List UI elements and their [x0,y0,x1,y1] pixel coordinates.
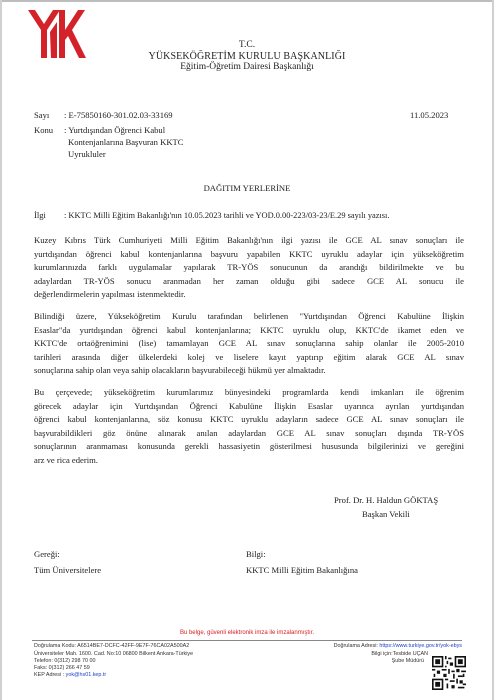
paragraph-line: Bu çerçevede; yükseköğretim kurumlarımız bünyesindeki programlarda kendi imkanları ile öğrenim [34,387,464,397]
konu-label: Konu [34,125,54,135]
paragraph-line: KKTC'de ortaöğrenimini (lise) tamamlayan GCE AL sınav sonuçlarına sahip olanlar ile 2005-2010 [34,338,464,349]
paragraph-line: tarihleri arasında diğer ülkelerdeki kolej ve liselere kayıt yaptırıp eğitim alarak GCE AL sınav [34,351,464,362]
paragraph-line: değerlendirmelerin yapılması istenmektedir. [34,289,186,300]
paragraph-line: yurtdışından öğrenci kabul kontenjanlarına başvuru yapabilen KKTC uyruklu adaylar için yükseköğretim [34,248,464,259]
geregi-label: Gereği: [34,549,60,559]
bilgi-label: Bilgi: [246,549,266,559]
paragraph-line: görecek adaylar için Yurtdışından Öğrenci Kabulüne İlişkin Esaslar uyarınca ayrılan yurtdışından [34,400,464,411]
paragraph-3 [34,386,464,468]
qr-code-icon [432,656,466,690]
paragraph-line: Kuzey Kıbrıs Türk Cumhuriyeti Milli Eğitim Bakanlığı'nın ilgi yazısı ile GCE AL sınav sonuçları ile [34,235,464,245]
verification-address-label: Doğrulama Adresi: [333,643,378,649]
footer-divider [32,640,462,641]
footer-phone: Telefon: 0(312) 298 70 00 [34,658,96,664]
paragraph-1 [34,234,464,302]
document-date: 11.05.2023 [410,110,449,120]
signatory-title: Başkan Vekili [362,509,410,519]
paragraph-line: sonuçlarına sahip olan veya sahip olacakların başvurabileceği hükmü yer almaktadır. [34,365,326,376]
paragraph-line: kurumlarınızda farklı uygulamalar yapılarak TR-YÖS sonucunun da arandığı bildirilmekte ve bu [34,262,464,273]
info-contact: Bilgi için:Tesbide UÇAN [371,651,428,657]
sayi-value: : E-75850160-301.02.03-33169 [64,110,173,120]
header-department: Eğitim-Öğretim Dairesi Başkanlığı [180,62,314,72]
konu-line-1: : Yurtdışından Öğrenci Kabul [64,125,166,135]
paragraph-2 [34,310,464,378]
verification-address [334,643,462,650]
paragraph-line: sonuçlarının aranmaması konusunda gerekli hassasiyetin gösterilmesi hususunda bilgilerinizi ve gereğini [34,441,464,452]
paragraph-line: arz ve rica ederim. [34,454,98,465]
verification-url-link[interactable]: https://www.turkiye.gov.tr/yok-ebys [379,643,462,649]
frame-left [0,0,2,700]
kep-label: KEP Adresi : [34,672,65,678]
kep-address-link[interactable]: yok@hs01.kep.tr [65,672,107,678]
distribution-title: DAĞITIM YERLERİNE [203,183,291,193]
bilgi-value: KKTC Milli Eğitim Bakanlığına [246,565,358,575]
footer-fax: Faks: 0(312) 266 47 59 [34,665,90,671]
sayi-label: Sayı [34,110,50,120]
header-tc: T.C. [238,40,256,50]
info-title: Şube Müdürü [391,658,424,664]
paragraph-line: Esaslar"da yurtdışından öğrenci kabul kontenjanlarına; KKTC uyruklu olup, KKTC'de ikamet eden ve [34,324,464,335]
paragraph-line: adaylardan TR-YÖS sonucu aranmadan her zaman olduğu gibi sadece GCE AL sonucu ile [34,275,464,286]
geregi-value: Tüm Üniversitelere [34,565,102,575]
footer-address: Üniversiteler Mah. 1600. Cad. No:10 06800 Bilkent Ankara-Türkiye [34,651,194,657]
paragraph-line: öğrenci kabul kontenjanlarına, söz konusu KKTC uyruklu adayların sadece GCE AL sınav sonuçları ile [34,414,464,425]
verification-code: Doğrulama Kodu: A6514BE7-DCFC-42FF-9E7F-76CA02A500A2 [34,643,190,649]
header-institution: YÜKSEKÖĞRETİM KURULU BAŞKANLIĞI [148,51,346,62]
frame-top [0,0,494,2]
paragraph-line: başvurabildikleri göz önüne alınarak anılan adaylardan GCE AL sınav sonuçları dışında TR-YÖS [34,427,464,438]
ilgi-text: : KKTC Milli Eğitim Bakanlığı'nın 10.05.2023 tarihli ve YOD.0.00-223/03-23/E.29 sayılı yazısı. [64,211,390,220]
ilgi-label: İlgi [34,210,46,220]
paragraph-line: Bilindiği üzere, Yükseköğretim Kurulu tarafından belirlenen "Yurtdışından Öğrenci Kabulüne İlişkin [34,311,464,321]
footer-kep [34,672,106,679]
e-signature-notice: Bu belge, güvenli elektronik imza ile imzalanmıştır. [179,630,315,636]
konu-line-3: Uyrukluler [68,149,106,159]
signatory-name: Prof. Dr. H. Haldun GÖKTAŞ [334,495,439,505]
konu-line-2: Kontenjanlarına Başvuran KKTC [68,137,184,147]
